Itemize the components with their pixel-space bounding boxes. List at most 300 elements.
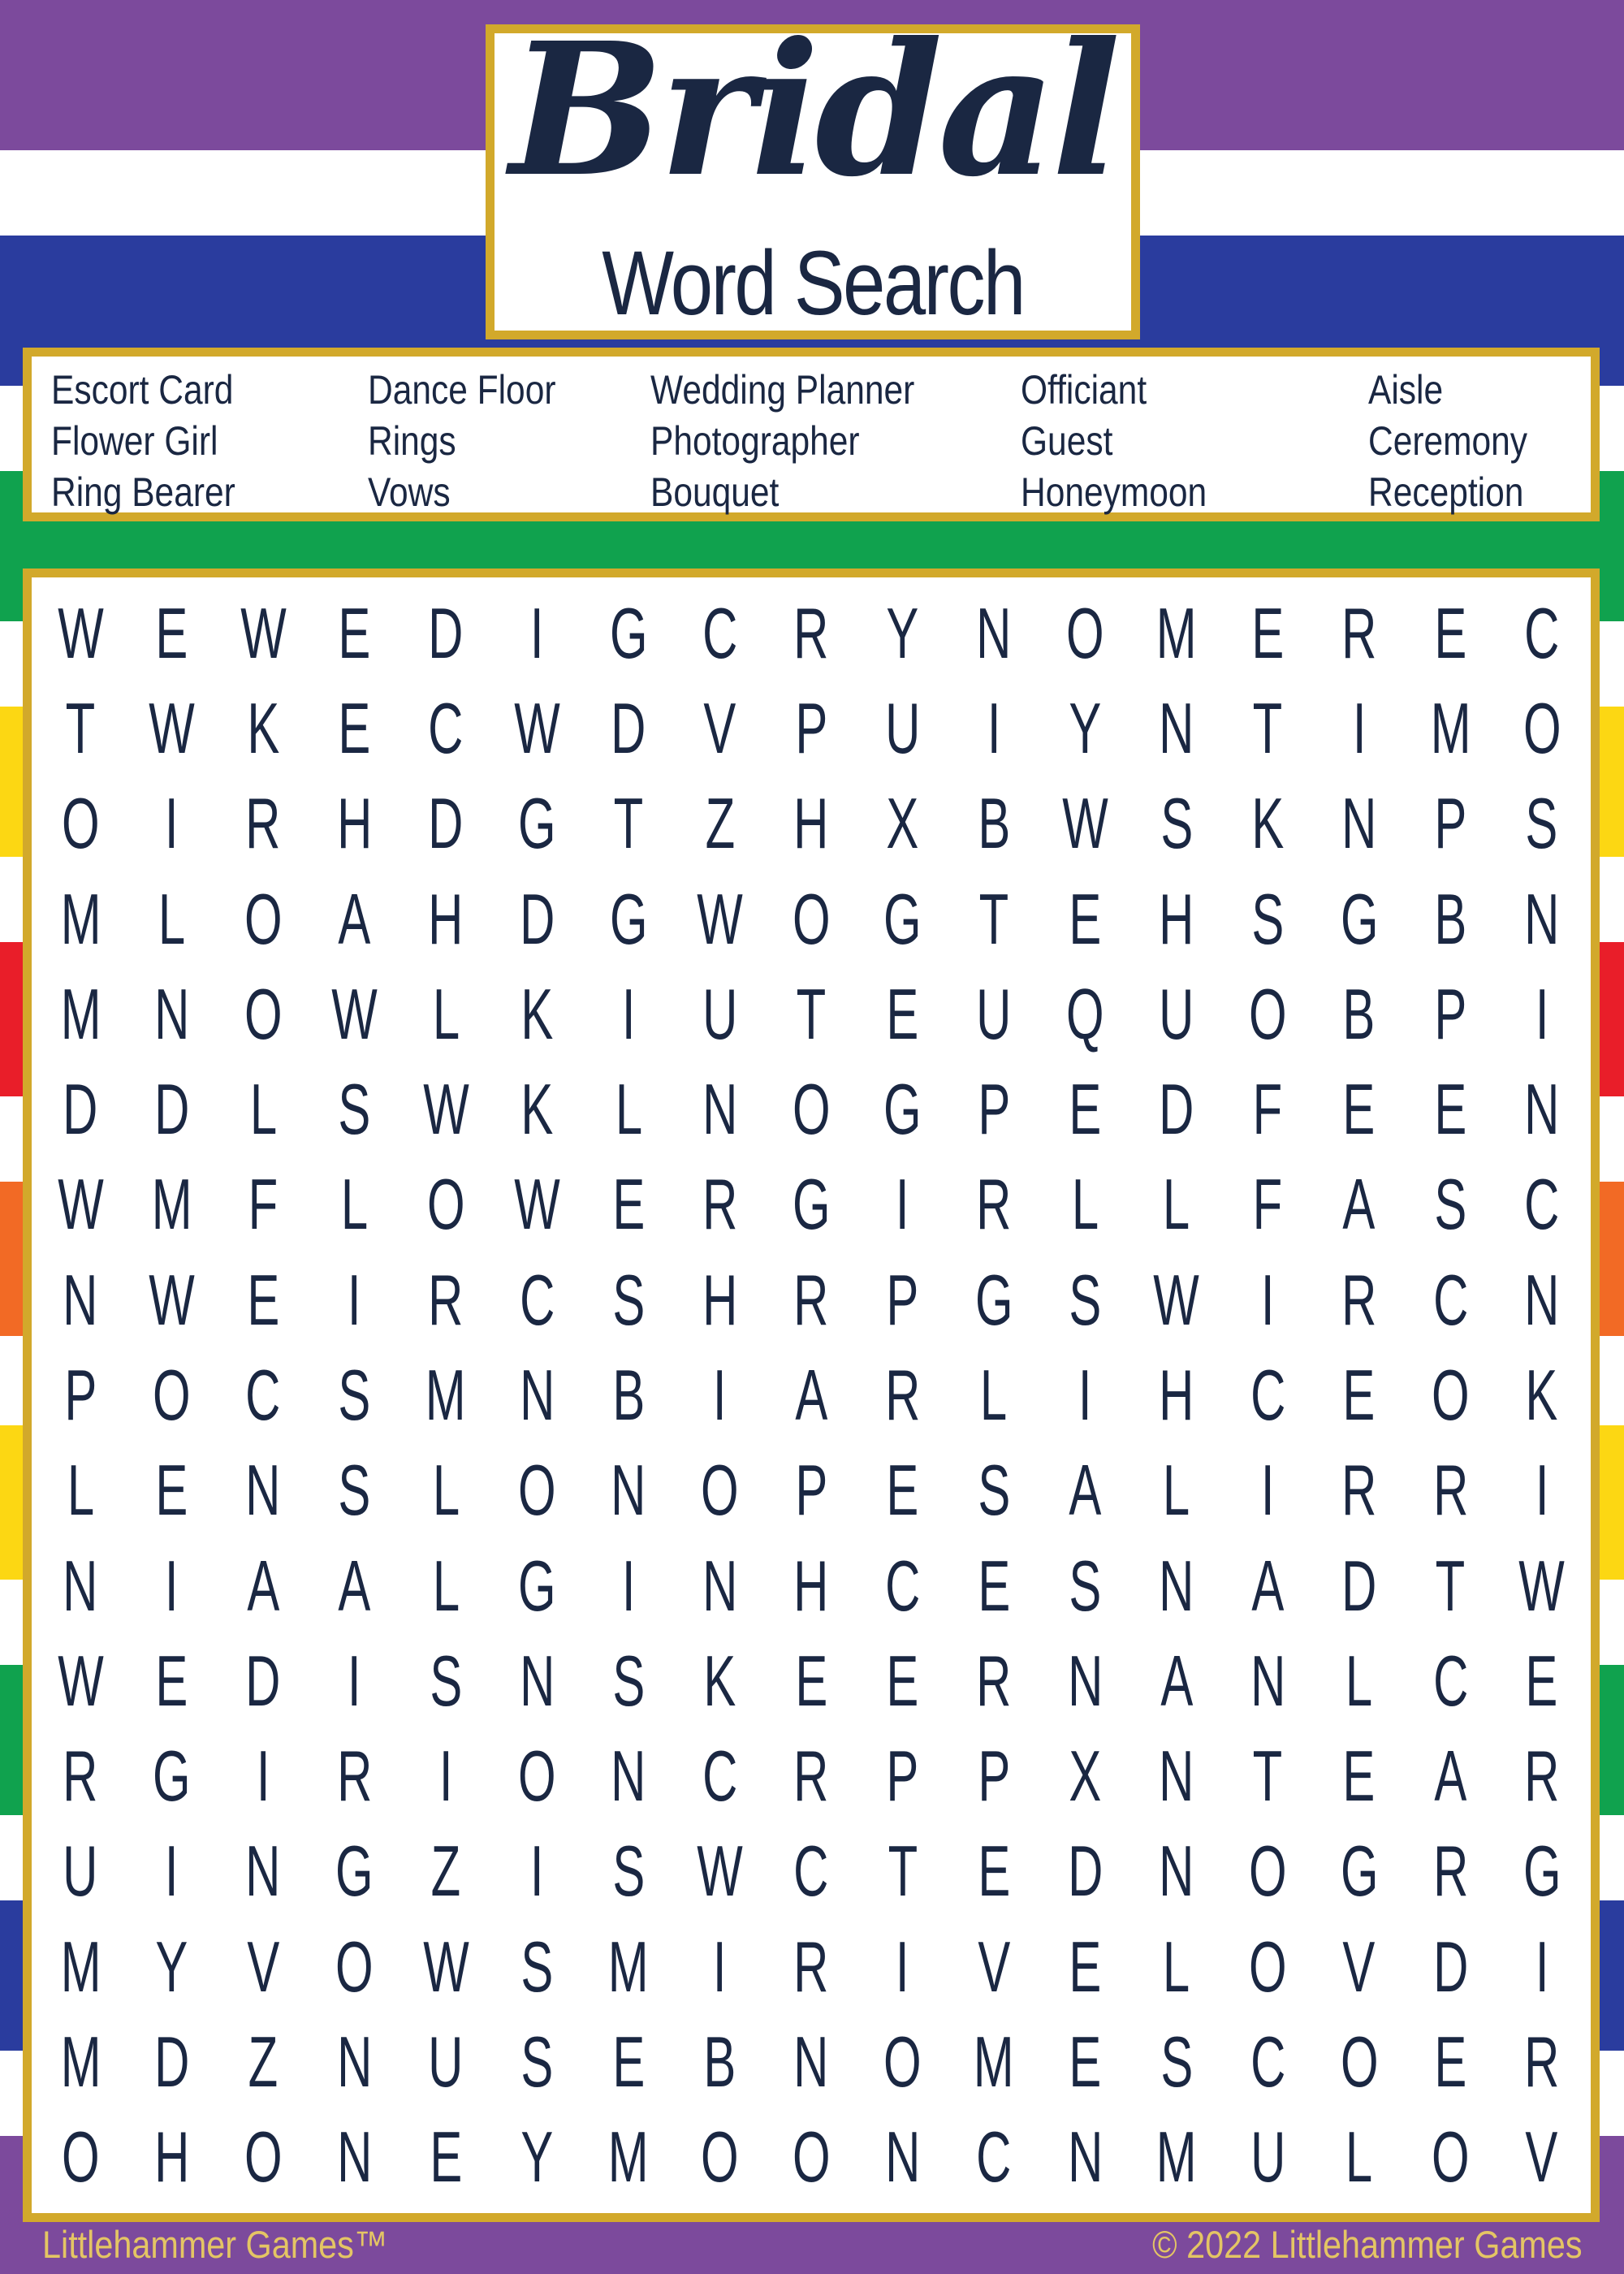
grid-letter-r8c10: P <box>886 1259 919 1340</box>
grid-letter-r3c15: N <box>1341 783 1377 864</box>
grid-letter-r16c12: E <box>1069 2021 1102 2103</box>
grid-letter-r4c3: O <box>244 878 283 959</box>
grid-letter-r6c8: N <box>702 1069 738 1150</box>
grid-letter-r12c11: R <box>976 1640 1012 1721</box>
grid-letter-r9c9: A <box>795 1354 827 1435</box>
grid-letter-r14c4: G <box>335 1831 374 1912</box>
grid-letter-r16c6: S <box>520 2021 554 2103</box>
grid-letter-r7c9: G <box>792 1164 831 1245</box>
grid-letter-r15c1: M <box>60 1926 102 2007</box>
word-item: Reception <box>1368 469 1524 515</box>
grid-letter-r13c5: I <box>438 1736 453 1817</box>
grid-letter-r17c8: O <box>701 2116 739 2198</box>
grid-letter-r7c17: C <box>1524 1164 1560 1245</box>
grid-letter-r1c8: C <box>702 592 738 673</box>
grid-letter-r9c13: H <box>1159 1354 1194 1435</box>
grid-letter-r14c8: W <box>697 1831 743 1912</box>
grid-letter-r15c15: V <box>1342 1926 1376 2007</box>
grid-letter-r3c4: H <box>337 783 373 864</box>
grid-letter-r13c15: E <box>1342 1736 1376 1817</box>
grid-letter-r14c3: N <box>245 1831 281 1912</box>
grid-letter-r16c15: O <box>1340 2021 1379 2103</box>
grid-letter-r2c1: T <box>65 687 96 768</box>
word-list-column-3 <box>650 365 914 518</box>
grid-letter-r11c8: N <box>702 1545 738 1626</box>
grid-letter-r12c14: N <box>1250 1640 1285 1721</box>
grid-letter-r2c9: P <box>795 687 827 768</box>
grid-letter-r10c8: O <box>701 1450 739 1531</box>
grid-letter-r16c11: M <box>974 2021 1014 2103</box>
grid-letter-r14c13: N <box>1159 1831 1194 1912</box>
grid-letter-r12c12: N <box>1067 1640 1104 1721</box>
grid-letter-r12c4: I <box>348 1640 361 1721</box>
grid-letter-r5c1: M <box>60 973 102 1054</box>
grid-letter-r8c8: H <box>702 1259 738 1340</box>
grid-letter-r9c12: I <box>1078 1354 1092 1435</box>
grid-letter-r11c4: A <box>338 1545 371 1626</box>
grid-letter-r3c11: B <box>977 783 1010 864</box>
grid-letter-r17c12: N <box>1067 2116 1104 2198</box>
grid-letter-r1c10: Y <box>886 592 919 673</box>
grid-letter-r5c17: I <box>1535 973 1549 1054</box>
grid-letter-r6c7: L <box>615 1069 642 1150</box>
grid-letter-r15c16: D <box>1432 1926 1468 2007</box>
grid-letter-r2c6: W <box>514 687 560 768</box>
footer-copyright: © 2022 Littlehammer Games <box>1151 2222 1582 2266</box>
grid-letter-r6c9: O <box>792 1069 831 1150</box>
footer-brand: Littlehammer Games™ <box>42 2222 388 2266</box>
grid-letter-r6c2: D <box>154 1069 190 1150</box>
grid-letter-r14c6: I <box>530 1831 544 1912</box>
grid-letter-r12c13: A <box>1160 1640 1193 1721</box>
grid-letter-r11c13: N <box>1159 1545 1194 1626</box>
grid-letter-r4c6: D <box>519 878 555 959</box>
grid-letter-r13c6: O <box>518 1736 556 1817</box>
grid-letter-r13c10: P <box>886 1736 919 1817</box>
grid-letter-r2c16: M <box>1430 687 1471 768</box>
grid-letter-r10c15: R <box>1341 1450 1377 1531</box>
word-list-column-5 <box>1368 365 1527 518</box>
word-item: Aisle <box>1368 367 1444 413</box>
grid-letter-r2c10: U <box>884 687 921 768</box>
grid-letter-r2c4: E <box>338 687 371 768</box>
grid-letter-r9c5: M <box>425 1354 467 1435</box>
grid-letter-r16c16: E <box>1434 2021 1467 2103</box>
grid-letter-r3c8: Z <box>705 783 735 864</box>
grid-letter-r6c10: G <box>883 1069 922 1150</box>
grid-letter-r7c3: F <box>248 1164 279 1245</box>
word-item: Officiant <box>1021 367 1147 413</box>
grid-letter-r3c9: H <box>793 783 829 864</box>
grid-letter-r15c6: S <box>520 1926 554 2007</box>
grid-letter-r3c5: D <box>428 783 464 864</box>
grid-letter-r17c3: O <box>244 2116 283 2198</box>
grid-letter-r5c11: U <box>976 973 1012 1054</box>
grid-letter-r2c2: W <box>149 687 195 768</box>
word-item: Ceremony <box>1368 418 1528 464</box>
grid-letter-r1c13: M <box>1155 592 1197 673</box>
grid-letter-r13c2: G <box>153 1736 191 1817</box>
grid-letter-r11c11: E <box>977 1545 1010 1626</box>
grid-letter-r5c14: O <box>1249 973 1287 1054</box>
word-item: Escort Card <box>51 367 234 413</box>
word-item: Photographer <box>650 418 860 464</box>
grid-letter-r17c6: Y <box>520 2116 554 2198</box>
grid-letter-r5c16: P <box>1434 973 1467 1054</box>
grid-letter-r7c14: F <box>1253 1164 1283 1245</box>
grid-letter-r3c2: I <box>165 783 179 864</box>
grid-letter-r5c3: O <box>244 973 283 1054</box>
grid-letter-r12c3: D <box>245 1640 281 1721</box>
grid-letter-r16c13: S <box>1160 2021 1193 2103</box>
grid-letter-r14c9: C <box>793 1831 829 1912</box>
grid-letter-r17c7: M <box>608 2116 649 2198</box>
grid-letter-r10c10: E <box>886 1450 919 1531</box>
grid-letter-r15c5: W <box>422 1926 469 2007</box>
grid-letter-r15c14: O <box>1249 1926 1287 2007</box>
grid-letter-r4c16: B <box>1434 878 1467 959</box>
grid-letter-r2c11: I <box>987 687 1001 768</box>
grid-letter-r1c4: E <box>338 592 371 673</box>
grid-letter-r10c13: L <box>1163 1450 1190 1531</box>
grid-letter-r4c14: S <box>1251 878 1285 959</box>
grid-letter-r10c12: A <box>1069 1450 1102 1531</box>
grid-letter-r11c3: A <box>247 1545 280 1626</box>
grid-letter-r2c15: I <box>1352 687 1367 768</box>
grid-letter-r3c14: K <box>1251 783 1285 864</box>
grid-letter-r11c16: T <box>1435 1545 1466 1626</box>
grid-letter-r3c6: G <box>518 783 556 864</box>
grid-letter-r5c2: N <box>154 973 190 1054</box>
grid-letter-r12c2: E <box>155 1640 188 1721</box>
grid-letter-r4c2: L <box>158 878 186 959</box>
grid-letter-r17c15: L <box>1345 2116 1373 2198</box>
grid-letter-r2c5: C <box>428 687 464 768</box>
grid-letter-r13c13: N <box>1159 1736 1194 1817</box>
grid-letter-r7c10: I <box>896 1164 909 1245</box>
grid-letter-r16c4: N <box>337 2021 373 2103</box>
grid-letter-r8c2: W <box>149 1259 195 1340</box>
grid-letter-r2c12: Y <box>1069 687 1102 768</box>
word-item: Rings <box>368 418 456 464</box>
grid-letter-r6c6: K <box>520 1069 554 1150</box>
grid-letter-r14c14: O <box>1249 1831 1287 1912</box>
grid-letter-r16c17: R <box>1524 2021 1560 2103</box>
grid-letter-r1c7: G <box>609 592 648 673</box>
grid-letter-r11c7: I <box>621 1545 636 1626</box>
grid-letter-r17c5: E <box>430 2116 463 2198</box>
grid-letter-r8c17: N <box>1524 1259 1560 1340</box>
grid-letter-r5c10: E <box>886 973 919 1054</box>
grid-letter-r13c8: C <box>702 1736 738 1817</box>
word-item: Guest <box>1021 418 1113 464</box>
grid-letter-r1c17: C <box>1524 592 1560 673</box>
grid-letter-r7c16: S <box>1434 1164 1467 1245</box>
grid-letter-r16c7: E <box>612 2021 645 2103</box>
grid-letter-r12c7: S <box>612 1640 645 1721</box>
grid-letter-r9c7: B <box>612 1354 645 1435</box>
grid-letter-r15c4: O <box>335 1926 374 2007</box>
grid-letter-r17c10: N <box>884 2116 921 2198</box>
grid-letter-r2c8: V <box>703 687 736 768</box>
grid-letter-r14c2: I <box>165 1831 179 1912</box>
grid-letter-r2c3: K <box>247 687 280 768</box>
grid-letter-r3c7: T <box>613 783 644 864</box>
grid-letter-r15c11: V <box>977 1926 1010 2007</box>
grid-letter-r16c5: U <box>428 2021 464 2103</box>
grid-letter-r13c17: R <box>1524 1736 1560 1817</box>
grid-letter-r8c12: S <box>1069 1259 1102 1340</box>
grid-letter-r7c6: W <box>514 1164 560 1245</box>
grid-letter-r12c10: E <box>886 1640 919 1721</box>
word-list-column-4 <box>1021 365 1207 518</box>
grid-letter-r14c17: G <box>1522 1831 1561 1912</box>
grid-letter-r8c5: R <box>428 1259 464 1340</box>
grid-letter-r6c11: P <box>977 1069 1010 1150</box>
grid-letter-r2c7: D <box>611 687 646 768</box>
grid-letter-r7c5: O <box>426 1164 465 1245</box>
grid-letter-r5c9: T <box>796 973 827 1054</box>
grid-letter-r8c7: S <box>612 1259 645 1340</box>
grid-letter-r16c3: Z <box>248 2021 279 2103</box>
grid-letter-r6c13: D <box>1159 1069 1194 1150</box>
grid-letter-r7c15: A <box>1342 1164 1376 1245</box>
grid-letter-r13c9: R <box>793 1736 829 1817</box>
word-item: Ring Bearer <box>51 469 235 515</box>
grid-letter-r5c7: I <box>621 973 636 1054</box>
grid-letter-r7c1: W <box>57 1164 104 1245</box>
grid-letter-r8c16: C <box>1432 1259 1468 1340</box>
title-box <box>486 3 1140 339</box>
grid-letter-r13c14: T <box>1253 1736 1283 1817</box>
grid-letter-r11c6: G <box>518 1545 556 1626</box>
grid-letter-r9c16: O <box>1431 1354 1470 1435</box>
grid-letter-r9c15: E <box>1342 1354 1376 1435</box>
grid-letter-r17c17: V <box>1525 2116 1558 2198</box>
grid-letter-r17c16: O <box>1431 2116 1470 2198</box>
word-item: Dance Floor <box>368 367 556 413</box>
grid-letter-r4c5: H <box>428 878 464 959</box>
word-item: Vows <box>368 469 451 515</box>
grid-letter-r11c2: I <box>165 1545 179 1626</box>
grid-letter-r1c12: O <box>1066 592 1104 673</box>
grid-letter-r6c15: E <box>1342 1069 1376 1150</box>
grid-letter-r15c12: E <box>1069 1926 1102 2007</box>
grid-letter-r9c14: C <box>1250 1354 1285 1435</box>
grid-letter-r13c11: P <box>977 1736 1010 1817</box>
grid-letter-r15c3: V <box>247 1926 280 2007</box>
grid-letter-r4c17: N <box>1524 878 1560 959</box>
grid-letter-r16c1: M <box>60 2021 102 2103</box>
word-list-column-2 <box>368 365 555 518</box>
grid-letter-r3c13: S <box>1160 783 1193 864</box>
grid-letter-r1c14: E <box>1251 592 1285 673</box>
grid-letter-r1c16: E <box>1434 592 1467 673</box>
grid-letter-r7c11: R <box>976 1164 1012 1245</box>
grid-letter-r7c7: E <box>612 1164 645 1245</box>
grid-letter-r7c8: R <box>702 1164 738 1245</box>
grid-letter-r6c4: S <box>338 1069 371 1150</box>
grid-letter-r15c7: M <box>608 1926 649 2007</box>
grid-letter-r12c15: L <box>1345 1640 1373 1721</box>
grid-letter-r10c6: O <box>518 1450 556 1531</box>
grid-letter-r12c16: C <box>1432 1640 1468 1721</box>
grid-letter-r4c11: T <box>978 878 1009 959</box>
grid-letter-r11c10: C <box>884 1545 921 1626</box>
grid-letter-r15c8: I <box>713 1926 727 2007</box>
grid-letter-r9c3: C <box>245 1354 281 1435</box>
grid-letter-r10c1: L <box>67 1450 94 1531</box>
grid-letter-r17c1: O <box>61 2116 100 2198</box>
grid-letter-r10c5: L <box>432 1450 460 1531</box>
grid-letter-r1c5: D <box>428 592 464 673</box>
grid-letter-r4c1: M <box>60 878 102 959</box>
word-item: Wedding Planner <box>650 367 915 413</box>
grid-letter-r1c3: W <box>240 592 287 673</box>
grid-letter-r3c12: W <box>1062 783 1108 864</box>
grid-letter-r10c2: E <box>155 1450 188 1531</box>
grid-letter-r14c15: G <box>1340 1831 1379 1912</box>
grid-letter-r17c14: U <box>1250 2116 1285 2198</box>
grid-letter-r8c11: G <box>974 1259 1013 1340</box>
page-title-script: Bridal <box>509 3 1116 218</box>
grid-letter-r5c13: U <box>1159 973 1194 1054</box>
grid-letter-r16c9: N <box>793 2021 829 2103</box>
grid-letter-r15c9: R <box>793 1926 829 2007</box>
grid-letter-r6c12: E <box>1069 1069 1102 1150</box>
grid-letter-r11c14: A <box>1251 1545 1285 1626</box>
grid-letter-r8c14: I <box>1261 1259 1275 1340</box>
grid-letter-r14c16: R <box>1432 1831 1468 1912</box>
grid-letter-r5c12: Q <box>1066 973 1104 1054</box>
grid-letter-r3c1: O <box>61 783 100 864</box>
grid-letter-r5c4: W <box>331 973 378 1054</box>
grid-letter-r10c7: N <box>611 1450 646 1531</box>
grid-letter-r11c9: H <box>793 1545 829 1626</box>
grid-letter-r7c4: L <box>340 1164 369 1245</box>
grid-letter-r13c4: R <box>337 1736 373 1817</box>
grid-letter-r1c9: R <box>793 592 829 673</box>
grid-letter-r8c9: R <box>793 1259 829 1340</box>
grid-letter-r4c13: H <box>1159 878 1194 959</box>
grid-letter-r4c10: G <box>883 878 922 959</box>
grid-letter-r8c3: E <box>247 1259 280 1340</box>
grid-letter-r10c14: I <box>1261 1450 1275 1531</box>
grid-letter-r1c1: W <box>57 592 104 673</box>
grid-letter-r12c1: W <box>57 1640 104 1721</box>
grid-letter-r1c6: I <box>530 592 544 673</box>
grid-letter-r1c2: E <box>155 592 188 673</box>
grid-letter-r14c12: D <box>1067 1831 1104 1912</box>
grid-letter-r6c3: L <box>249 1069 277 1150</box>
grid-letter-r6c16: E <box>1434 1069 1467 1150</box>
grid-letter-r10c11: S <box>977 1450 1010 1531</box>
grid-letter-r1c15: R <box>1341 592 1377 673</box>
page-title-subtitle: Word Search <box>602 232 1024 334</box>
grid-letter-r15c2: Y <box>155 1926 188 2007</box>
grid-letter-r8c15: R <box>1341 1259 1377 1340</box>
grid-letter-r16c10: O <box>883 2021 922 2103</box>
grid-letter-r9c4: S <box>338 1354 371 1435</box>
grid-letter-r16c2: D <box>154 2021 190 2103</box>
grid-letter-r2c17: O <box>1522 687 1561 768</box>
grid-letter-r6c1: D <box>63 1069 98 1150</box>
grid-letter-r9c8: I <box>713 1354 727 1435</box>
grid-letter-r5c15: B <box>1342 973 1376 1054</box>
grid-letter-r9c11: L <box>980 1354 1008 1435</box>
letter-grid <box>32 577 1591 2213</box>
grid-letter-r6c17: N <box>1524 1069 1560 1150</box>
word-list-box <box>23 348 1600 521</box>
word-item: Bouquet <box>650 469 780 515</box>
grid-letter-r14c10: T <box>888 1831 918 1912</box>
grid-letter-r3c16: P <box>1434 783 1467 864</box>
grid-letter-r5c8: U <box>702 973 738 1054</box>
grid-letter-r9c10: R <box>884 1354 921 1435</box>
grid-letter-r4c7: G <box>609 878 648 959</box>
grid-letter-r15c13: L <box>1163 1926 1190 2007</box>
letter-grid-box <box>23 568 1600 2222</box>
grid-letter-r1c11: N <box>976 592 1012 673</box>
grid-letter-r9c1: P <box>64 1354 97 1435</box>
grid-letter-r6c14: F <box>1253 1069 1283 1150</box>
grid-letter-r2c13: N <box>1159 687 1194 768</box>
grid-letter-r11c5: L <box>432 1545 460 1626</box>
grid-letter-r8c4: I <box>348 1259 361 1340</box>
grid-letter-r12c6: N <box>519 1640 555 1721</box>
grid-letter-r12c9: E <box>795 1640 827 1721</box>
grid-letter-r13c1: R <box>63 1736 98 1817</box>
grid-letter-r5c5: L <box>432 973 460 1054</box>
grid-letter-r17c2: H <box>154 2116 190 2198</box>
grid-letter-r3c17: S <box>1525 783 1558 864</box>
grid-letter-r8c6: C <box>519 1259 555 1340</box>
grid-letter-r8c1: N <box>63 1259 98 1340</box>
grid-letter-r9c2: O <box>153 1354 191 1435</box>
grid-letter-r9c6: N <box>519 1354 555 1435</box>
grid-letter-r14c1: U <box>63 1831 98 1912</box>
grid-letter-r13c16: A <box>1434 1736 1467 1817</box>
grid-letter-r10c16: R <box>1432 1450 1468 1531</box>
grid-letter-r4c15: G <box>1340 878 1379 959</box>
grid-letter-r5c6: K <box>520 973 554 1054</box>
grid-letter-r9c17: K <box>1525 1354 1558 1435</box>
grid-letter-r14c7: S <box>612 1831 645 1912</box>
grid-letter-r11c15: D <box>1341 1545 1377 1626</box>
grid-letter-r7c12: L <box>1071 1164 1099 1245</box>
grid-letter-r12c5: S <box>430 1640 463 1721</box>
grid-letter-r6c5: W <box>422 1069 469 1150</box>
grid-letter-r17c4: N <box>337 2116 373 2198</box>
grid-letter-r17c9: O <box>792 2116 831 2198</box>
grid-letter-r13c12: X <box>1069 1736 1102 1817</box>
grid-letter-r10c3: N <box>245 1450 281 1531</box>
grid-letter-r10c4: S <box>338 1450 371 1531</box>
grid-letter-r4c9: O <box>792 878 831 959</box>
grid-letter-r13c3: I <box>256 1736 270 1817</box>
grid-letter-r7c13: L <box>1163 1164 1190 1245</box>
grid-letter-r15c17: I <box>1535 1926 1549 2007</box>
grid-letter-r11c17: W <box>1518 1545 1565 1626</box>
footer <box>0 2214 1624 2274</box>
grid-letter-r11c12: S <box>1069 1545 1102 1626</box>
grid-letter-r17c13: M <box>1155 2116 1197 2198</box>
grid-letter-r14c5: Z <box>430 1831 461 1912</box>
grid-letter-r11c1: N <box>63 1545 98 1626</box>
grid-letter-r12c8: K <box>703 1640 736 1721</box>
grid-letter-r15c10: I <box>896 1926 909 2007</box>
grid-letter-r2c14: T <box>1253 687 1283 768</box>
